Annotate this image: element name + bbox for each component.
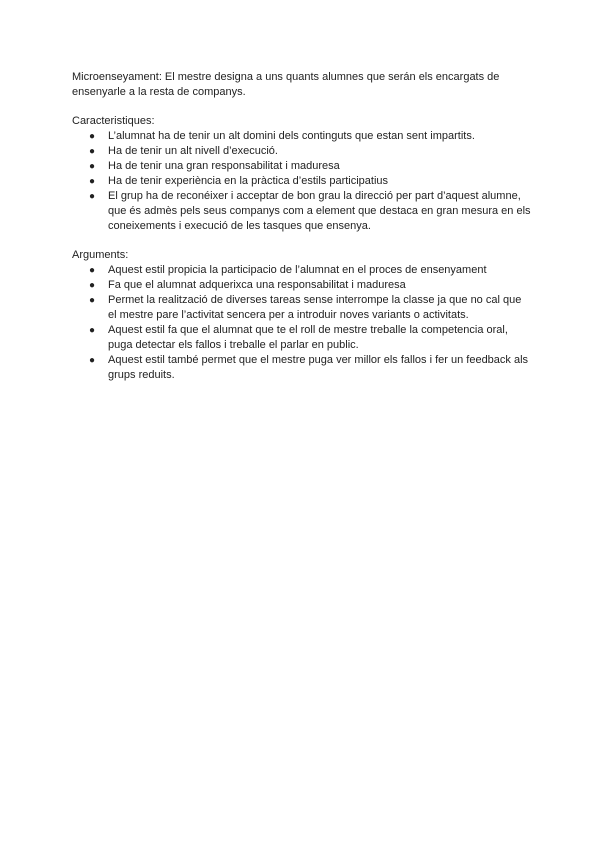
list-item	[72, 129, 532, 144]
list-item	[72, 189, 532, 234]
list-item-text: Aquest estil propicia la participacio de l’alumnat en el proces de ensenyament	[108, 264, 487, 276]
list-item-text: Aquest estil també permet que el mestre puga ver millor els fallos i fer un feedback als grups reduits.	[108, 354, 529, 381]
list-item-text: Fa que el alumnat adquerixca una responsabilitat i maduresa	[108, 279, 406, 291]
list-item	[72, 144, 532, 159]
characteristics-heading: Caracteristiques:	[72, 115, 155, 127]
characteristics-list	[72, 129, 532, 234]
bullet-icon: ●	[89, 295, 96, 306]
bullet-icon: ●	[89, 265, 96, 276]
arguments-list	[72, 263, 532, 383]
list-item-text: Permet la realització de diverses tareas sense interrompe la classe ja que no cal que el mestre pare l’activitat sencera per a introduir noves variants o activitats.	[108, 294, 522, 321]
intro-paragraph: Microenseyament: El mestre designa a uns quants alumnes que serán els encargats de ensenyarle a la resta de companys.	[72, 71, 500, 98]
bullet-icon: ●	[89, 146, 96, 157]
arguments-heading: Arguments:	[72, 249, 129, 261]
document-page	[72, 70, 532, 397]
bullet-icon: ●	[89, 131, 96, 142]
bullet-icon: ●	[89, 355, 96, 366]
list-item	[72, 323, 532, 353]
list-item	[72, 159, 532, 174]
bullet-icon: ●	[89, 280, 96, 291]
list-item-text: Ha de tenir un alt nivell d’execució.	[108, 145, 278, 157]
list-item	[72, 263, 532, 278]
list-item	[72, 353, 532, 383]
list-item	[72, 174, 532, 189]
list-item-text: Ha de tenir una gran responsabilitat i maduresa	[108, 160, 340, 172]
list-item-text: Aquest estil fa que el alumnat que te el roll de mestre treballe la competencia oral, puga detectar els fallos i treballe el parlar en public.	[108, 324, 508, 351]
list-item-text: El grup ha de reconéixer i acceptar de bon grau la direcció per part d’aquest alumne, que és admès pels seus companys com a element que destaca en gran mesura en els coneixements i execució de les tasques que ensenya.	[108, 190, 531, 232]
list-item	[72, 293, 532, 323]
list-item	[72, 278, 532, 293]
bullet-icon: ●	[89, 176, 96, 187]
list-item-text: Ha de tenir experiència en la pràctica d’estils participatius	[108, 175, 389, 187]
bullet-icon: ●	[89, 191, 96, 202]
bullet-icon: ●	[89, 161, 96, 172]
bullet-icon: ●	[89, 325, 96, 336]
list-item-text: L’alumnat ha de tenir un alt domini dels continguts que estan sent impartits.	[108, 130, 475, 142]
